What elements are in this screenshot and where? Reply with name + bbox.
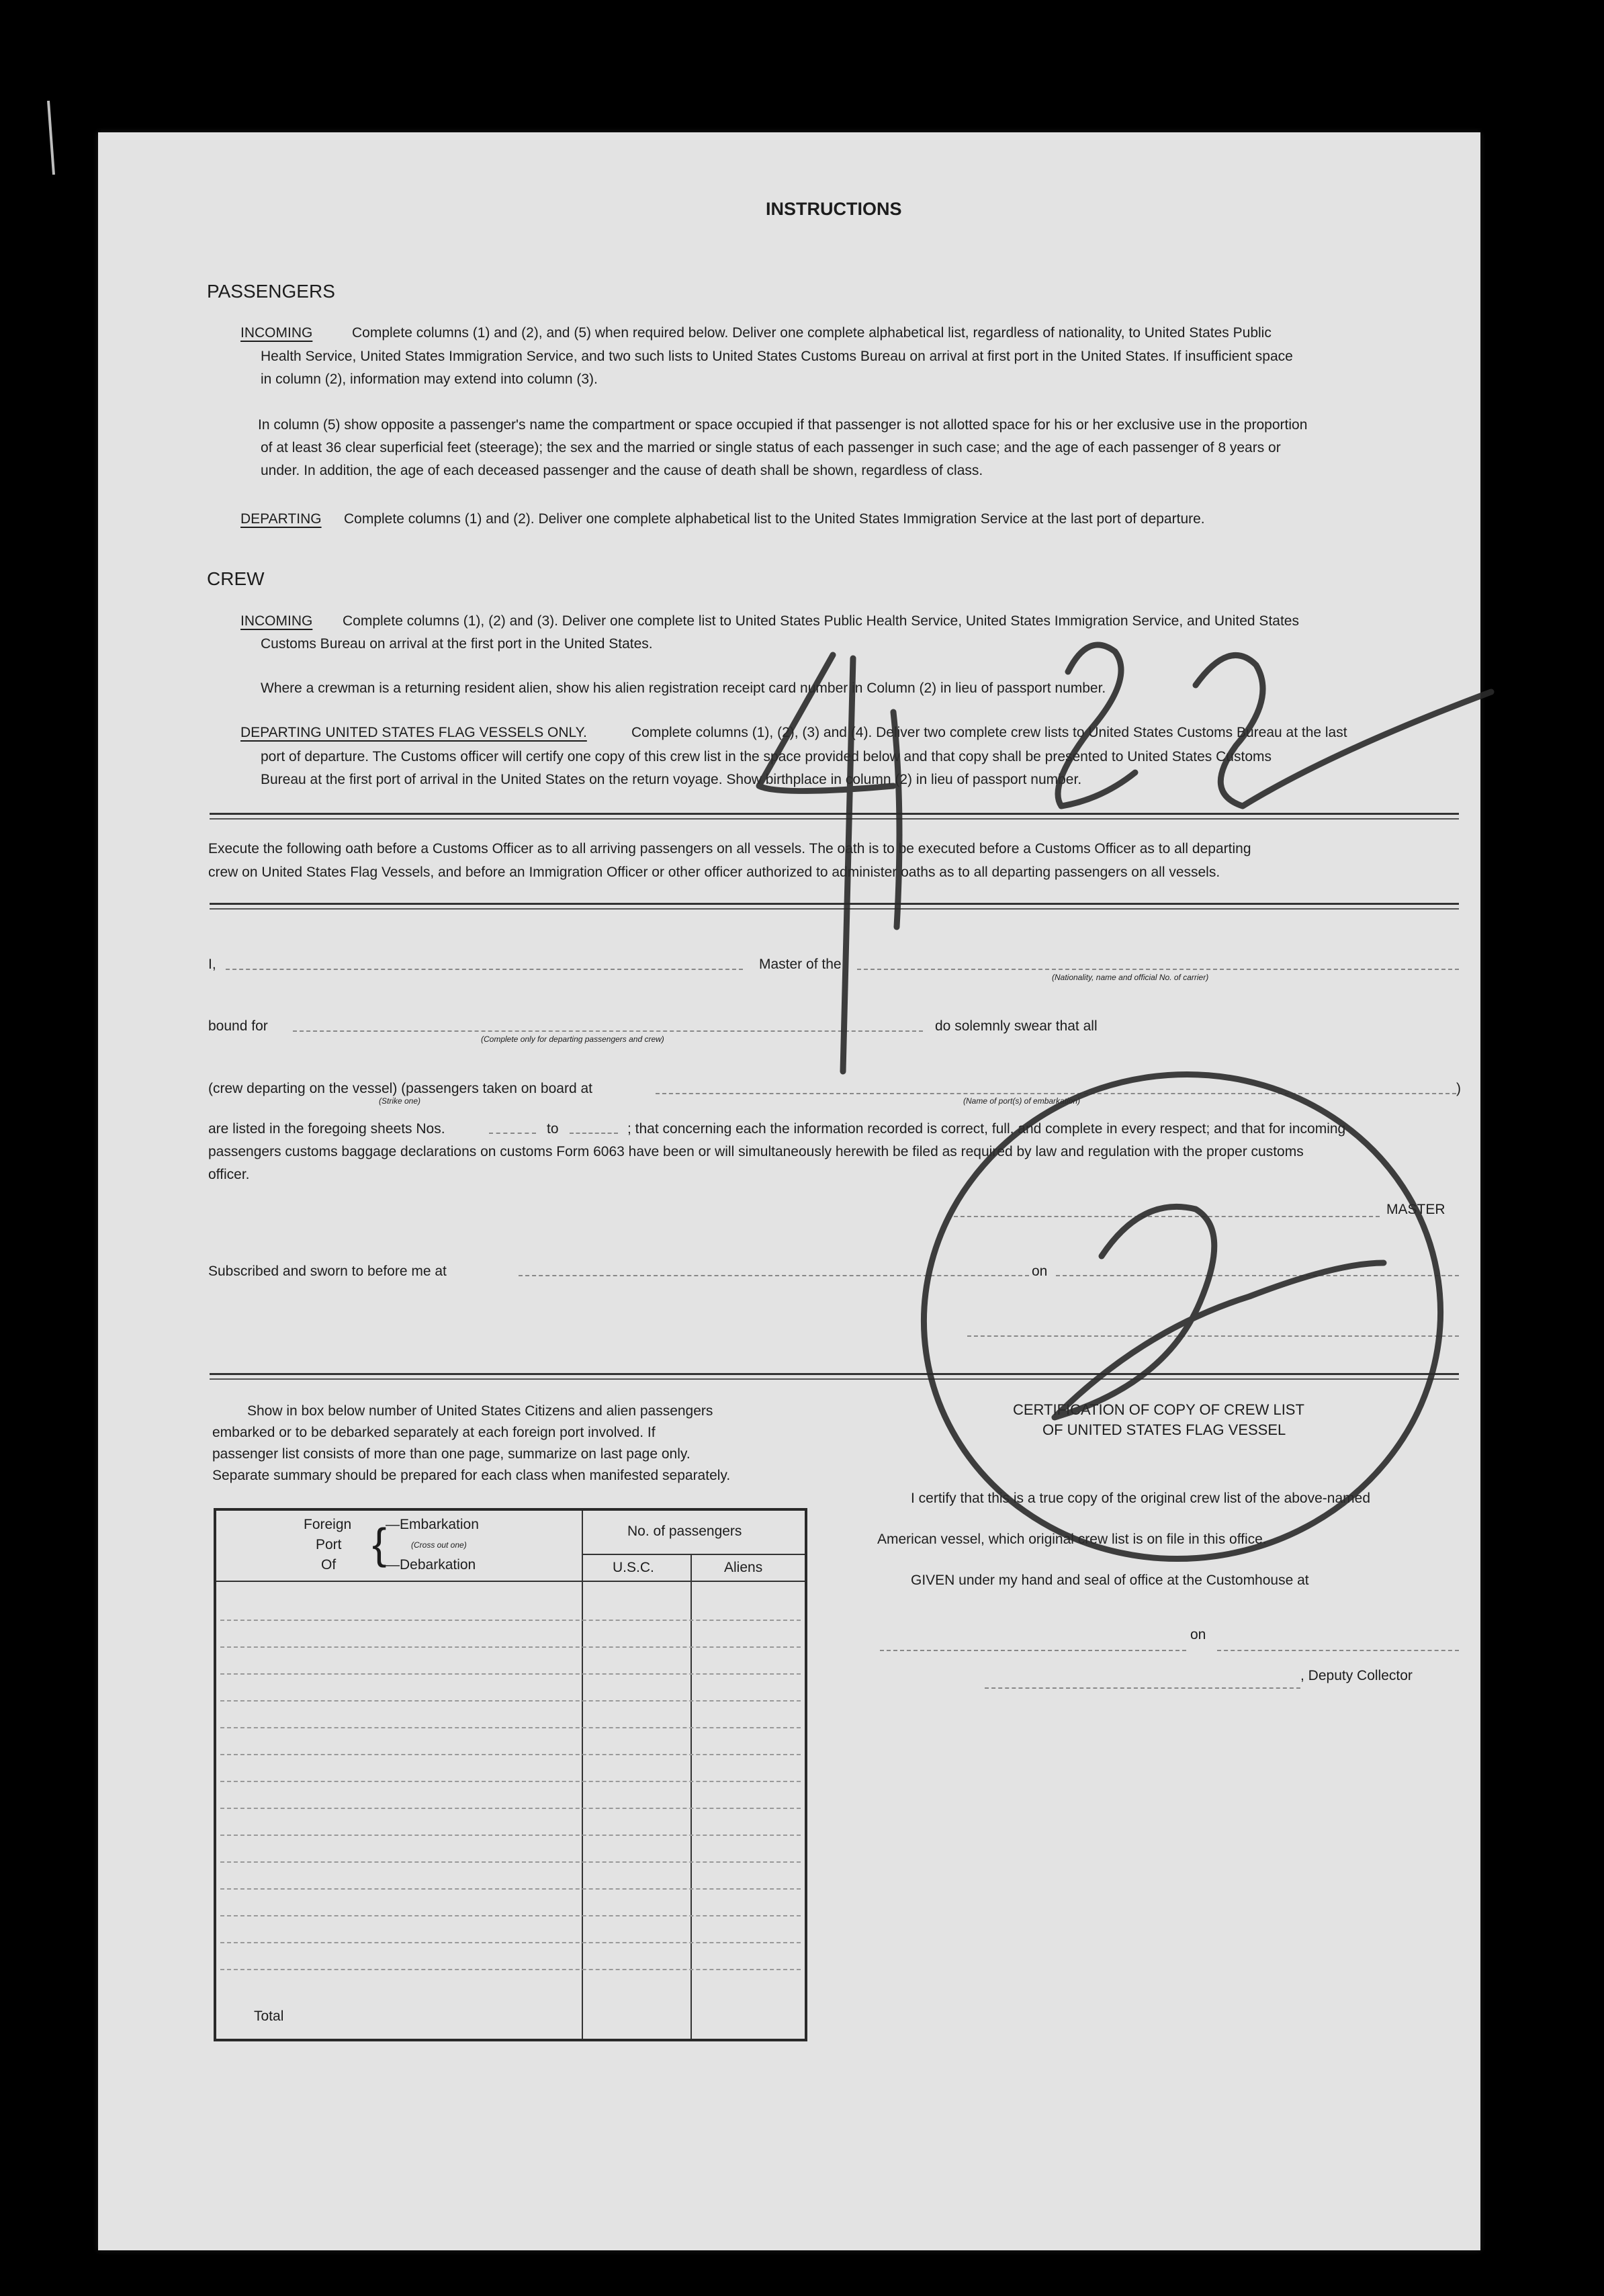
no-of-passengers-header: No. of passengers <box>627 1524 742 1539</box>
deputy-signature-field[interactable] <box>985 1687 1300 1689</box>
deputy-collector-label: , Deputy Collector <box>1300 1668 1413 1683</box>
subscribed-on-label: on <box>1032 1264 1048 1279</box>
table-row <box>220 1861 801 1863</box>
page-title: INSTRUCTIONS <box>766 199 902 219</box>
listed-text-a: are listed in the foregoing sheets Nos. <box>208 1121 445 1137</box>
table-row <box>220 1942 801 1943</box>
column-divider <box>690 1554 692 2039</box>
table-row <box>220 1727 801 1728</box>
crew-incoming-text-1: Complete columns (1), (2) and (3). Deliver one complete list to United States Public Health Service, United States Immigration Service, and United States <box>343 613 1299 629</box>
edge-mark <box>48 101 54 175</box>
port-label: Port <box>316 1537 342 1552</box>
nationality-note: (Nationality, name and official No. of carrier) <box>1052 973 1209 982</box>
subscribed-place-field[interactable] <box>519 1275 1029 1276</box>
divider-rule <box>210 818 1459 820</box>
sheet-to-field[interactable] <box>570 1133 618 1134</box>
table-row <box>220 1835 801 1836</box>
customhouse-field[interactable] <box>880 1650 1186 1651</box>
table-row <box>220 1754 801 1755</box>
passengers-incoming-text-1: Complete columns (1) and (2), and (5) when required below. Deliver one complete alphabetical list, regardless of nationality, to United States Public <box>352 325 1272 341</box>
crew-departing-label: (crew departing on the vessel) (passengers taken on board at <box>208 1081 592 1096</box>
subscribed-date-field[interactable] <box>1056 1275 1459 1276</box>
cross-out-note: (Cross out one) <box>411 1540 467 1550</box>
listed-text-3: officer. <box>208 1167 250 1182</box>
vessel-field[interactable] <box>857 969 1459 970</box>
subscribed-label: Subscribed and sworn to before me at <box>208 1264 447 1279</box>
sheet-from-field[interactable] <box>489 1133 536 1134</box>
certification-text-2: American vessel, which original crew list is on file in this office. <box>877 1532 1267 1547</box>
crew-incoming-text-2: Customs Bureau on arrival at the first port in the United States. <box>261 636 653 652</box>
table-row <box>220 1700 801 1702</box>
table-row <box>220 1620 801 1621</box>
divider-rule <box>210 1378 1459 1380</box>
crew-heading: CREW <box>207 568 265 589</box>
column5-text-1: In column (5) show opposite a passenger's name the compartment or space occupied if that passenger is not allotted space for his or her exclusive use in the proportion <box>258 417 1308 433</box>
do-solemnly-label: do solemnly swear that all <box>935 1018 1098 1034</box>
summary-text-3: passenger list consists of more than one page, summarize on last page only. <box>212 1446 690 1462</box>
table-row <box>220 1888 801 1890</box>
crew-departing-text-1: Complete columns (1), (2), (3) and (4). Deliver two complete crew lists to United States Customs Bureau at the last <box>631 725 1347 740</box>
divider-rule <box>210 908 1459 910</box>
divider-rule <box>210 903 1459 905</box>
crew-incoming-label: INCOMING <box>240 613 313 629</box>
passengers-departing-label: DEPARTING <box>240 511 322 527</box>
table-row <box>220 1808 801 1809</box>
port-embarkation-field[interactable] <box>656 1093 1456 1094</box>
crew-departing-text-3: Bureau at the first port of arrival in the United States on the return voyage. Show birthplace in column (2) in lieu of passport number. <box>261 772 1082 787</box>
header-divider <box>582 1554 805 1555</box>
passengers-incoming-text-2: Health Service, United States Immigration Service, and two such lists to United States Customs Bureau on arrival at first port in the United States. If insufficient space <box>261 349 1293 364</box>
brace-icon: { <box>372 1519 387 1568</box>
header-bottom-rule <box>216 1581 805 1582</box>
table-row <box>220 1781 801 1782</box>
table-row <box>220 1646 801 1648</box>
total-label: Total <box>254 2008 284 2024</box>
master-name-field[interactable] <box>226 969 743 970</box>
crewman-text: Where a crewman is a returning resident alien, show his alien registration receipt card number in Column (2) in lieu of passport number. <box>261 680 1106 696</box>
master-label: MASTER <box>1386 1202 1445 1217</box>
master-signature-field[interactable] <box>954 1216 1380 1217</box>
bound-for-label: bound for <box>208 1018 268 1034</box>
port-note: (Name of port(s) of embarkation) <box>963 1096 1081 1106</box>
divider-rule <box>210 813 1459 815</box>
crew-departing-text-2: port of departure. The Customs officer will certify one copy of this crew list in the space provided below and that copy shall be presented to United States Customs <box>261 749 1272 764</box>
officer-signature-field[interactable] <box>967 1335 1459 1337</box>
certification-text-1: I certify that this is a true copy of the original crew list of the above-named <box>911 1491 1370 1506</box>
summary-text-1: Show in box below number of United States Citizens and alien passengers <box>247 1403 713 1419</box>
passengers-incoming-text-3: in column (2), information may extend into column (3). <box>261 371 598 387</box>
embarkation-label: —Embarkation <box>386 1517 479 1532</box>
passengers-heading: PASSENGERS <box>207 281 335 302</box>
foreign-label: Foreign <box>304 1517 352 1532</box>
passenger-summary-table <box>214 1508 807 2041</box>
aliens-header: Aliens <box>724 1560 763 1575</box>
master-of-the-label: Master of the <box>759 957 842 972</box>
certification-title-1: CERTIFICATION OF COPY OF CREW LIST <box>1013 1401 1304 1418</box>
divider-rule <box>210 1373 1459 1375</box>
certification-date-field[interactable] <box>1217 1650 1459 1651</box>
listed-text-b: ; that concerning each the information recorded is correct, full, and complete in every respect; and that for incoming <box>627 1121 1346 1137</box>
crew-departing-label: DEPARTING UNITED STATES FLAG VESSELS ONLY. <box>240 725 587 740</box>
table-row <box>220 1969 801 1970</box>
passengers-incoming-label: INCOMING <box>240 325 313 341</box>
oath-instruction-2: crew on United States Flag Vessels, and before an Immigration Officer or other officer authorized to administer oaths as to all departing passengers on all vessels. <box>208 865 1220 880</box>
oath-instruction-1: Execute the following oath before a Customs Officer as to all arriving passengers on all vessels. The oath is to be executed before a Customs Officer as to all departing <box>208 841 1251 856</box>
table-row <box>220 1915 801 1916</box>
table-row <box>220 1673 801 1675</box>
column-divider <box>582 1511 583 2039</box>
oath-i-label: I, <box>208 957 216 972</box>
of-label: Of <box>321 1557 337 1573</box>
summary-text-4: Separate summary should be prepared for each class when manifested separately. <box>212 1468 731 1483</box>
listed-text-2: passengers customs baggage declarations on customs Form 6063 have been or will simultaneously herewith be filed as required by law and regulation with the proper customs <box>208 1144 1304 1159</box>
certification-title-2: OF UNITED STATES FLAG VESSEL <box>1042 1421 1286 1438</box>
bound-for-field[interactable] <box>293 1030 923 1032</box>
debarkation-label: —Debarkation <box>386 1557 476 1573</box>
passengers-departing-text: Complete columns (1) and (2). Deliver one complete alphabetical list to the United States Immigration Service at the last port of departure. <box>344 511 1205 527</box>
summary-text-2: embarked or to be debarked separately at each foreign port involved. If <box>212 1425 656 1440</box>
complete-only-note: (Complete only for departing passengers and crew) <box>481 1034 664 1044</box>
certification-on-label: on <box>1190 1627 1206 1642</box>
usc-header: U.S.C. <box>613 1560 654 1575</box>
column5-text-2: of at least 36 clear superficial feet (steerage); the sex and the married or single status of each passenger in such case; and the age of each passenger of 8 years or <box>261 440 1281 455</box>
close-paren: ) <box>1456 1081 1461 1096</box>
column5-text-3: under. In addition, the age of each deceased passenger and the cause of death shall be shown, regardless of class. <box>261 463 983 478</box>
listed-to-label: to <box>547 1121 559 1137</box>
strike-one-note: (Strike one) <box>379 1096 421 1106</box>
certification-text-3: GIVEN under my hand and seal of office at the Customhouse at <box>911 1573 1309 1588</box>
